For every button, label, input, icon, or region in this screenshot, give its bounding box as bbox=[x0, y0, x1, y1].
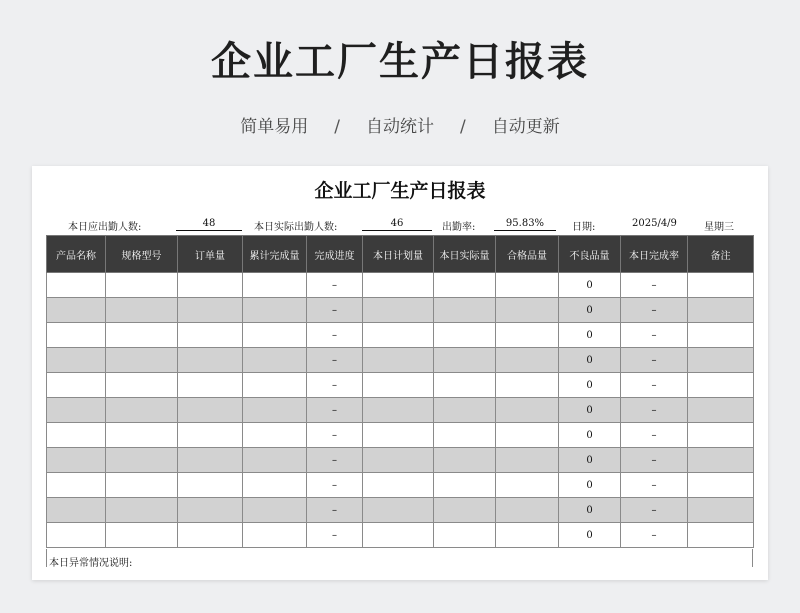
table-cell[interactable] bbox=[178, 498, 243, 523]
table-cell[interactable] bbox=[688, 298, 754, 323]
table-cell[interactable] bbox=[47, 523, 106, 548]
column-header[interactable]: 本日完成率 bbox=[621, 236, 688, 273]
table-cell[interactable] bbox=[363, 373, 434, 398]
table-cell[interactable] bbox=[363, 473, 434, 498]
table-cell[interactable] bbox=[434, 323, 496, 348]
table-row bbox=[47, 423, 754, 448]
table-cell[interactable] bbox=[434, 473, 496, 498]
table-cell[interactable]: – bbox=[307, 523, 363, 548]
table-cell[interactable] bbox=[496, 323, 559, 348]
table-cell[interactable] bbox=[47, 448, 106, 473]
table-row bbox=[47, 373, 754, 398]
table-cell[interactable] bbox=[178, 273, 243, 298]
table-cell[interactable] bbox=[434, 523, 496, 548]
table-cell[interactable] bbox=[688, 473, 754, 498]
table-cell[interactable] bbox=[243, 298, 307, 323]
table-cell[interactable] bbox=[47, 348, 106, 373]
column-header[interactable]: 订单量 bbox=[178, 236, 243, 273]
table-cell[interactable]: 0 bbox=[559, 373, 621, 398]
date-label: 日期: bbox=[572, 222, 596, 233]
table-cell[interactable] bbox=[106, 323, 178, 348]
attendance-rate-label: 出勤率: bbox=[442, 222, 476, 233]
actual-attendance-value[interactable]: 46 bbox=[362, 218, 432, 231]
attendance-rate-value[interactable]: 95.83% bbox=[494, 218, 556, 231]
table-cell[interactable] bbox=[47, 298, 106, 323]
table-cell[interactable] bbox=[47, 473, 106, 498]
table-cell[interactable] bbox=[496, 423, 559, 448]
column-header[interactable]: 本日实际量 bbox=[434, 236, 496, 273]
table-cell[interactable] bbox=[178, 298, 243, 323]
production-table bbox=[46, 235, 754, 548]
table-cell[interactable] bbox=[434, 423, 496, 448]
table-cell[interactable]: – bbox=[621, 523, 688, 548]
table-row bbox=[47, 273, 754, 298]
tagline-item: 简单易用 bbox=[240, 117, 309, 137]
table-cell[interactable]: 0 bbox=[559, 423, 621, 448]
table-cell[interactable] bbox=[434, 398, 496, 423]
table-cell[interactable]: – bbox=[307, 498, 363, 523]
table-cell[interactable] bbox=[106, 373, 178, 398]
table-cell[interactable] bbox=[363, 273, 434, 298]
table-cell[interactable] bbox=[47, 423, 106, 448]
page-title: 企业工厂生产日报表 bbox=[211, 39, 589, 85]
table-cell[interactable] bbox=[243, 448, 307, 473]
table-cell[interactable] bbox=[47, 373, 106, 398]
table-cell[interactable] bbox=[688, 273, 754, 298]
table-cell[interactable] bbox=[47, 323, 106, 348]
table-cell[interactable] bbox=[178, 323, 243, 348]
table-cell[interactable] bbox=[47, 398, 106, 423]
table-row bbox=[47, 323, 754, 348]
table-cell[interactable]: – bbox=[307, 423, 363, 448]
column-header[interactable]: 合格品量 bbox=[496, 236, 559, 273]
table-cell[interactable] bbox=[434, 498, 496, 523]
table-cell[interactable] bbox=[363, 298, 434, 323]
column-header[interactable]: 不良品量 bbox=[559, 236, 621, 273]
table-cell[interactable] bbox=[496, 373, 559, 398]
table-cell[interactable] bbox=[106, 348, 178, 373]
table-row bbox=[47, 298, 754, 323]
report-sheet bbox=[32, 166, 768, 580]
column-header[interactable]: 累计完成量 bbox=[243, 236, 307, 273]
table-cell[interactable] bbox=[243, 498, 307, 523]
column-header[interactable]: 完成进度 bbox=[307, 236, 363, 273]
table-cell[interactable] bbox=[178, 423, 243, 448]
table-cell[interactable] bbox=[434, 298, 496, 323]
table-cell[interactable]: – bbox=[621, 273, 688, 298]
table-cell[interactable] bbox=[688, 323, 754, 348]
column-header[interactable]: 备注 bbox=[688, 236, 754, 273]
planned-attendance-label: 本日应出勤人数: bbox=[68, 222, 142, 233]
table-cell[interactable] bbox=[243, 398, 307, 423]
table-cell[interactable]: – bbox=[621, 373, 688, 398]
table-cell[interactable] bbox=[106, 273, 178, 298]
table-cell[interactable] bbox=[496, 348, 559, 373]
table-cell[interactable] bbox=[47, 498, 106, 523]
table-cell[interactable] bbox=[434, 348, 496, 373]
table-cell[interactable]: 0 bbox=[559, 473, 621, 498]
table-cell[interactable]: – bbox=[621, 323, 688, 348]
table-cell[interactable] bbox=[243, 523, 307, 548]
table-cell[interactable] bbox=[434, 448, 496, 473]
table-row bbox=[47, 398, 754, 423]
table-cell[interactable] bbox=[243, 273, 307, 298]
table-cell[interactable] bbox=[243, 423, 307, 448]
table-cell[interactable] bbox=[106, 298, 178, 323]
exception-note[interactable]: 本日异常情况说明: bbox=[46, 549, 753, 567]
table-cell[interactable]: 0 bbox=[559, 323, 621, 348]
table-cell[interactable] bbox=[688, 448, 754, 473]
sheet-title: 企业工厂生产日报表 bbox=[314, 180, 486, 202]
table-row bbox=[47, 498, 754, 523]
table-cell[interactable]: – bbox=[621, 398, 688, 423]
table-cell[interactable] bbox=[363, 498, 434, 523]
table-cell[interactable]: – bbox=[621, 298, 688, 323]
table-cell[interactable] bbox=[178, 473, 243, 498]
table-row bbox=[47, 448, 754, 473]
table-cell[interactable]: – bbox=[307, 448, 363, 473]
table-cell[interactable]: – bbox=[307, 398, 363, 423]
table-cell[interactable] bbox=[496, 473, 559, 498]
table-cell[interactable]: 0 bbox=[559, 498, 621, 523]
column-header[interactable]: 规格型号 bbox=[106, 236, 178, 273]
table-cell[interactable] bbox=[178, 373, 243, 398]
table-cell[interactable] bbox=[496, 398, 559, 423]
table-cell[interactable] bbox=[496, 273, 559, 298]
table-cell[interactable] bbox=[688, 498, 754, 523]
tagline bbox=[0, 112, 800, 137]
table-cell[interactable] bbox=[363, 348, 434, 373]
table-cell[interactable] bbox=[363, 323, 434, 348]
table-cell[interactable] bbox=[688, 348, 754, 373]
table-cell[interactable] bbox=[47, 273, 106, 298]
table-cell[interactable] bbox=[106, 523, 178, 548]
table-cell[interactable]: – bbox=[621, 448, 688, 473]
table-cell[interactable] bbox=[106, 423, 178, 448]
table-cell[interactable] bbox=[243, 473, 307, 498]
table-cell[interactable] bbox=[496, 298, 559, 323]
table-cell[interactable] bbox=[496, 523, 559, 548]
weekday-value: 星期三 bbox=[704, 222, 734, 233]
table-cell[interactable] bbox=[363, 523, 434, 548]
table-cell[interactable] bbox=[106, 398, 178, 423]
table-cell[interactable]: 0 bbox=[559, 523, 621, 548]
table-cell[interactable]: – bbox=[307, 298, 363, 323]
column-header[interactable]: 本日计划量 bbox=[363, 236, 434, 273]
table-row bbox=[47, 473, 754, 498]
table-cell[interactable]: – bbox=[307, 348, 363, 373]
table-cell[interactable] bbox=[496, 498, 559, 523]
planned-attendance-value[interactable]: 48 bbox=[176, 218, 242, 231]
tagline-separator: / bbox=[460, 117, 466, 137]
table-cell[interactable] bbox=[106, 473, 178, 498]
table-cell[interactable] bbox=[178, 348, 243, 373]
table-cell[interactable]: – bbox=[307, 473, 363, 498]
table-cell[interactable] bbox=[363, 398, 434, 423]
table-cell[interactable] bbox=[106, 448, 178, 473]
table-cell[interactable]: 0 bbox=[559, 273, 621, 298]
table-cell[interactable] bbox=[178, 523, 243, 548]
table-cell[interactable] bbox=[496, 448, 559, 473]
table-cell[interactable]: – bbox=[307, 373, 363, 398]
actual-attendance-label: 本日实际出勤人数: bbox=[254, 222, 338, 233]
table-cell[interactable]: 0 bbox=[559, 298, 621, 323]
table-cell[interactable]: – bbox=[307, 323, 363, 348]
table-cell[interactable] bbox=[688, 373, 754, 398]
table-cell[interactable] bbox=[243, 348, 307, 373]
table-row bbox=[47, 523, 754, 548]
table-cell[interactable] bbox=[363, 448, 434, 473]
table-cell[interactable] bbox=[688, 398, 754, 423]
table-cell[interactable] bbox=[434, 373, 496, 398]
table-cell[interactable] bbox=[363, 423, 434, 448]
table-cell[interactable] bbox=[178, 448, 243, 473]
table-cell[interactable]: 0 bbox=[559, 348, 621, 373]
column-header[interactable]: 产品名称 bbox=[47, 236, 106, 273]
table-cell[interactable]: – bbox=[621, 423, 688, 448]
date-value[interactable]: 2025/4/9 bbox=[632, 218, 677, 229]
table-cell[interactable] bbox=[243, 323, 307, 348]
table-cell[interactable] bbox=[688, 523, 754, 548]
table-cell[interactable] bbox=[178, 398, 243, 423]
table-cell[interactable]: – bbox=[307, 273, 363, 298]
table-cell[interactable]: 0 bbox=[559, 398, 621, 423]
table-row bbox=[47, 348, 754, 373]
table-header-row bbox=[47, 236, 754, 273]
table-cell[interactable]: 0 bbox=[559, 448, 621, 473]
table-cell[interactable] bbox=[688, 423, 754, 448]
table-cell[interactable]: – bbox=[621, 473, 688, 498]
tagline-item: 自动统计 bbox=[366, 117, 434, 137]
table-cell[interactable] bbox=[106, 498, 178, 523]
tagline-item: 自动更新 bbox=[491, 117, 560, 137]
tagline-separator: / bbox=[334, 117, 340, 137]
table-cell[interactable] bbox=[243, 373, 307, 398]
table-cell[interactable]: – bbox=[621, 348, 688, 373]
table-cell[interactable] bbox=[434, 273, 496, 298]
table-cell[interactable]: – bbox=[621, 498, 688, 523]
